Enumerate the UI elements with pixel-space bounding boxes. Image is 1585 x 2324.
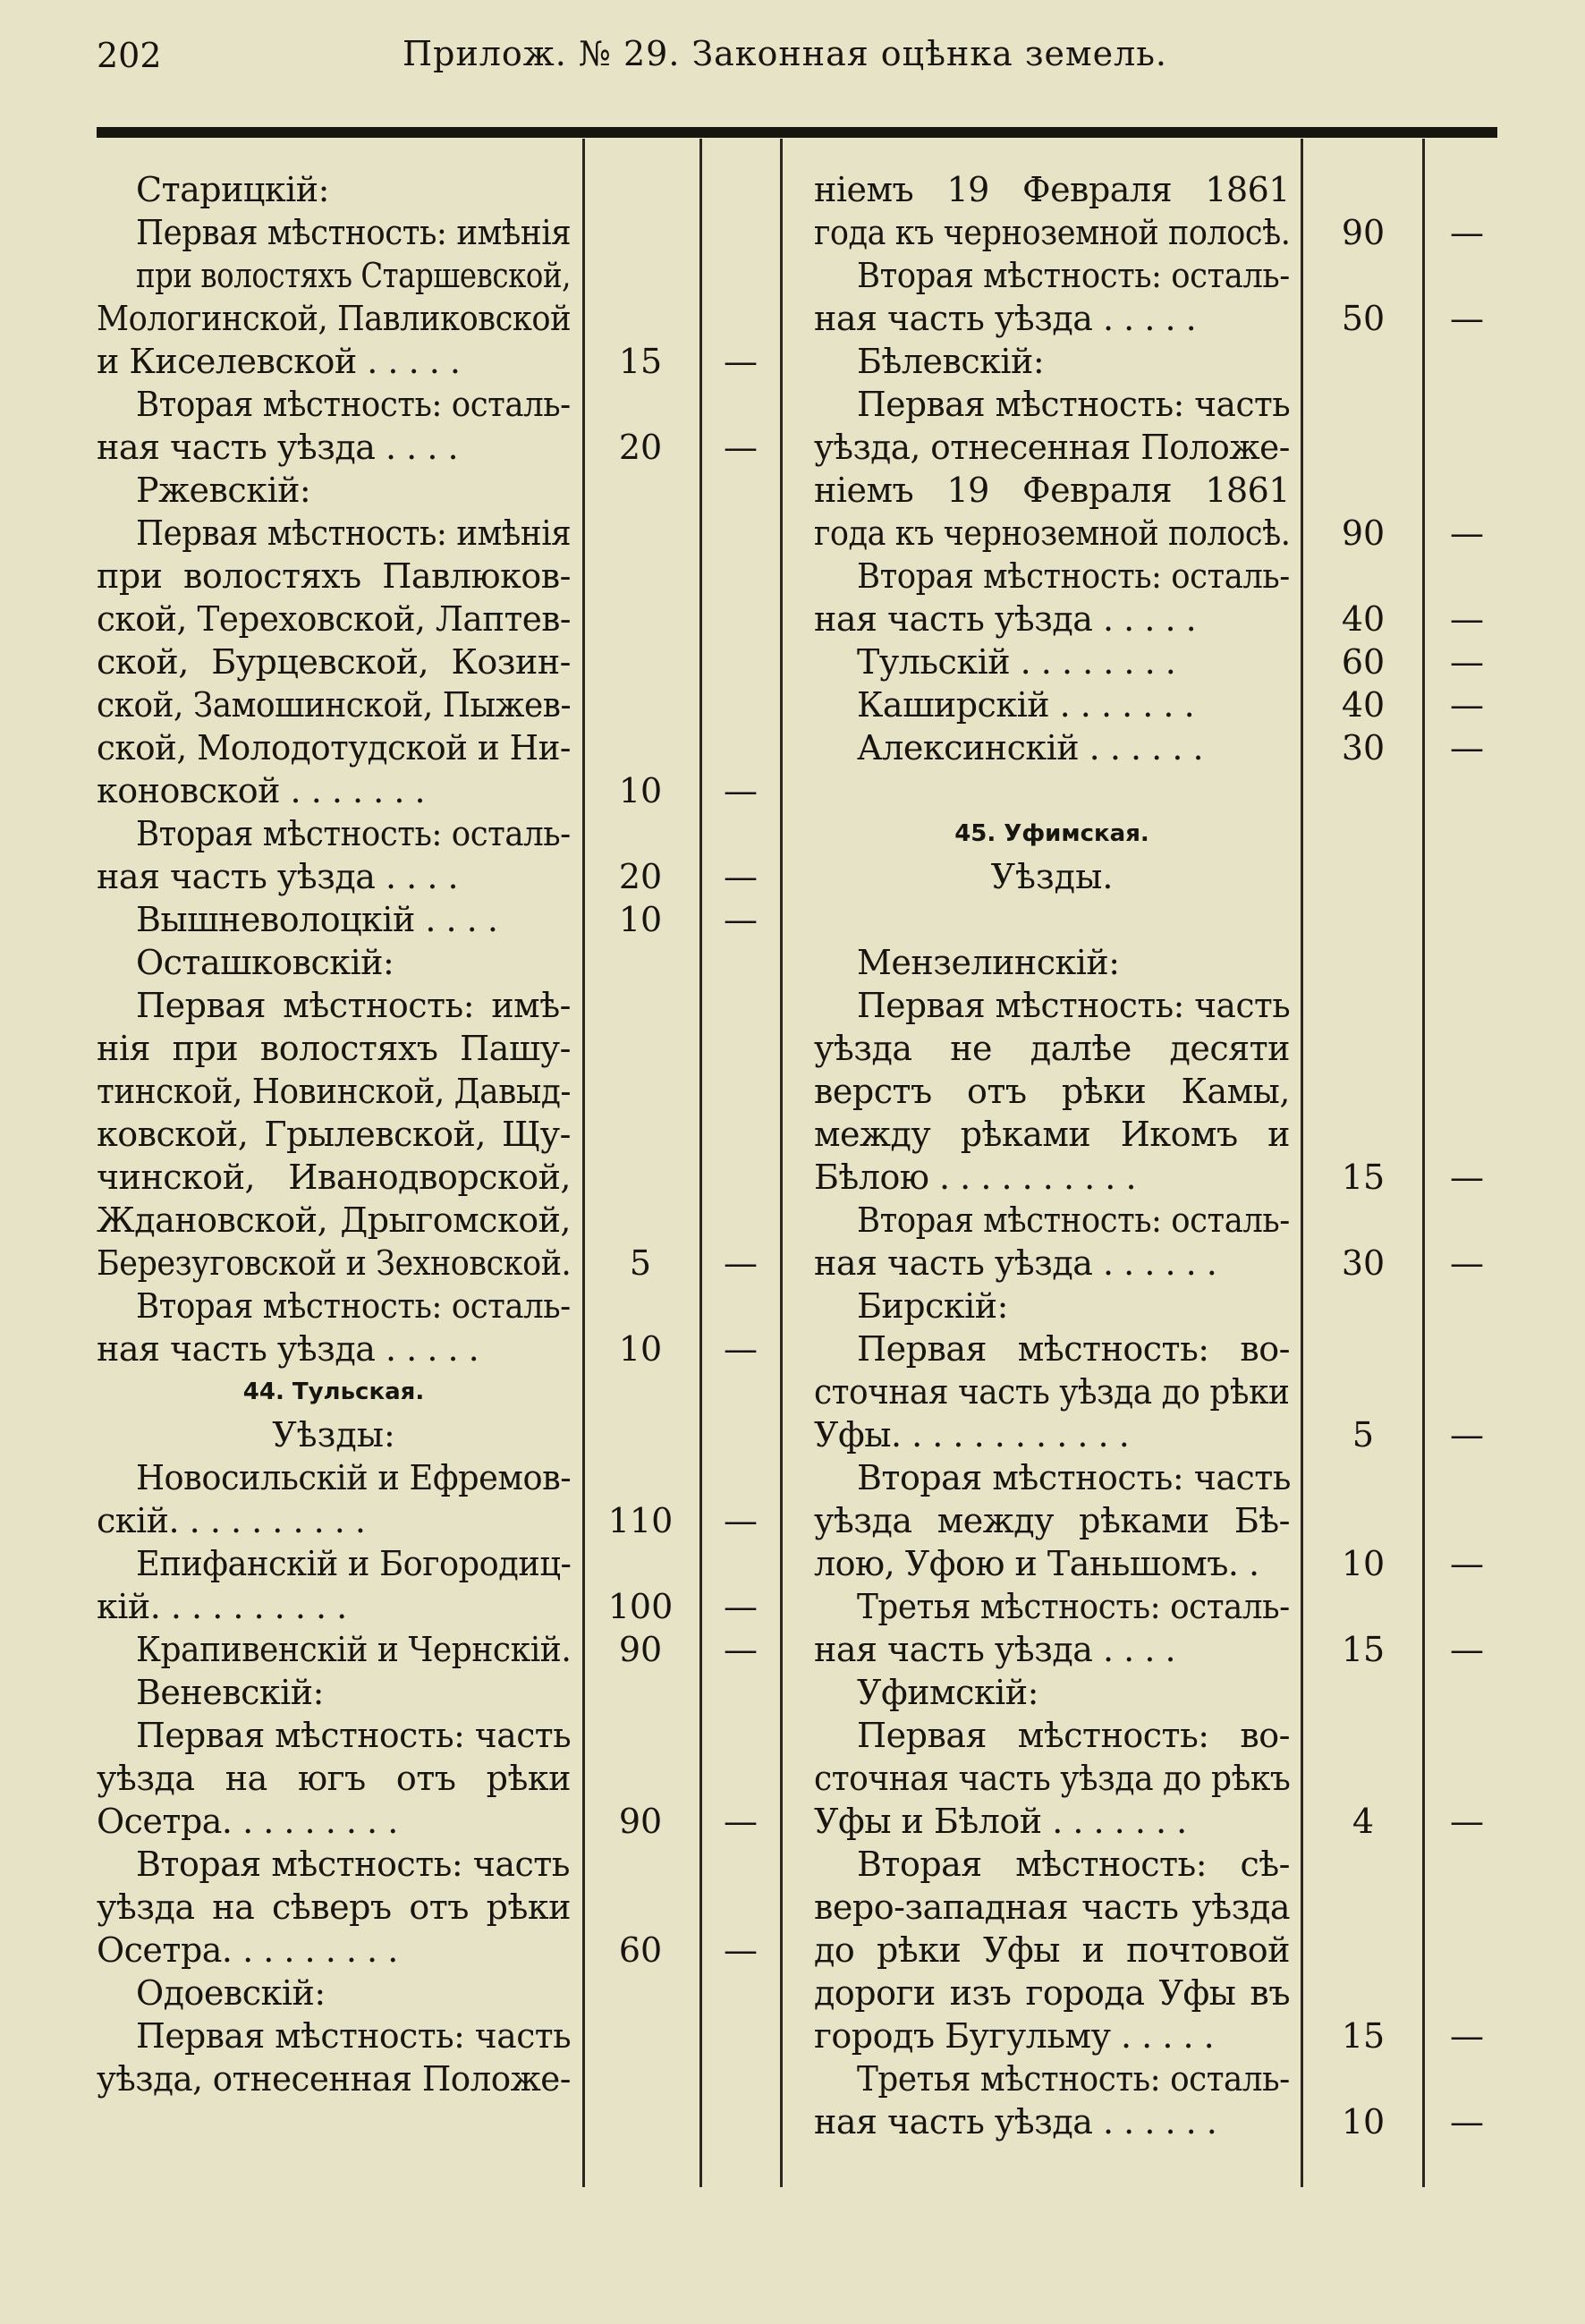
- assessment-value: 5: [1352, 1415, 1375, 1455]
- text-row: [97, 984, 571, 1027]
- entry-text: Вышневолоцкій . . . .: [136, 900, 498, 939]
- entry-text: Первая мѣстность: часть: [857, 385, 1291, 424]
- text-row: [814, 855, 1288, 898]
- text-row: [97, 1757, 571, 1800]
- entry-text: скій. . . . . . . . . .: [97, 1501, 366, 1540]
- text-row: [97, 1113, 571, 1156]
- entry-text: Первая мѣстность: часть: [136, 2016, 572, 2056]
- fraction-dash: —: [724, 428, 758, 467]
- text-row: [97, 683, 571, 726]
- text-row: [814, 168, 1288, 211]
- assessment-value: 50: [1341, 299, 1386, 338]
- column-divider-right-text: [1301, 139, 1303, 2187]
- entry-text: Бѣлевскій:: [857, 342, 1045, 381]
- text-row: [814, 1628, 1484, 1671]
- text-row: [814, 2100, 1484, 2143]
- text-row: [97, 1714, 571, 1757]
- entry-text: Уфимскій:: [857, 1673, 1038, 1712]
- text-row: [97, 1628, 758, 1671]
- assessment-value: 15: [618, 342, 663, 381]
- text-row: [814, 340, 1288, 383]
- fraction-dash: —: [1450, 642, 1484, 682]
- entry-text: кій. . . . . . . . . .: [97, 1587, 347, 1626]
- section-heading: 45. Уфимская.: [954, 820, 1149, 847]
- fraction-dash: —: [1450, 599, 1484, 639]
- entry-text: Первая мѣстность: имѣнія: [136, 513, 572, 553]
- fraction-dash: —: [1450, 2016, 1484, 2056]
- text-row: [97, 1972, 571, 2014]
- entry-text: Первая мѣстность: во-: [857, 1716, 1290, 1755]
- text-row: [97, 1370, 571, 1413]
- fraction-dash: —: [1450, 213, 1484, 252]
- entry-text: Уфы и Бѣлой . . . . . . .: [814, 1802, 1187, 1841]
- text-row: [814, 2014, 1484, 2057]
- entry-text: Вторая мѣстность: часть: [136, 1845, 570, 1884]
- text-row: [97, 855, 758, 898]
- fraction-dash: —: [1450, 2102, 1484, 2142]
- text-row: [814, 1585, 1288, 1628]
- assessment-value: 10: [618, 771, 663, 810]
- text-row: [814, 555, 1288, 598]
- entry-text: до рѣки Уфы и почтовой: [814, 1930, 1290, 1970]
- text-row: [97, 726, 571, 769]
- entry-text: Первая мѣстность: во-: [857, 1329, 1290, 1369]
- fraction-dash: —: [1450, 1802, 1484, 1841]
- fraction-dash: —: [724, 1243, 758, 1283]
- assessment-value: 30: [1341, 1243, 1386, 1283]
- entry-text: ской, Замошинской, Пыжев-: [97, 685, 571, 725]
- assessment-value: 40: [1341, 599, 1386, 639]
- text-row: [814, 512, 1484, 555]
- text-row: [814, 469, 1288, 512]
- text-row: [814, 1757, 1291, 1800]
- entry-text: тинской, Новинской, Давыд-: [97, 1072, 571, 1111]
- section-subheading: Уѣзды.: [990, 857, 1114, 896]
- text-row: [814, 1370, 1288, 1413]
- column-divider-left-text: [582, 139, 585, 2187]
- entry-text: Тульскій . . . . . . . .: [857, 642, 1176, 682]
- entry-text: Осетра. . . . . . . . .: [97, 1802, 398, 1841]
- entry-text: Вторая мѣстность: сѣ-: [857, 1845, 1290, 1884]
- entry-text: уѣзда, отнесенная Положе-: [814, 428, 1290, 467]
- text-row: [814, 1113, 1288, 1156]
- assessment-value: 4: [1352, 1802, 1375, 1841]
- text-row: [814, 1413, 1484, 1456]
- text-row: [97, 1285, 571, 1327]
- entry-text: Третья мѣстность: осталь-: [857, 2059, 1290, 2099]
- fraction-dash: —: [724, 1501, 758, 1540]
- text-row: [814, 726, 1484, 769]
- entry-text: веро-западная часть уѣзда: [814, 1887, 1290, 1927]
- assessment-value: 10: [1341, 2102, 1386, 2142]
- text-row: [814, 254, 1288, 297]
- fraction-dash: —: [724, 342, 758, 381]
- entry-text: сточная часть уѣзда до рѣкъ: [814, 1759, 1291, 1798]
- entry-text: ная часть уѣзда . . . . . .: [814, 1243, 1217, 1283]
- text-row: [97, 254, 571, 297]
- column-divider-right-value: [1422, 139, 1425, 2187]
- entry-text: ная часть уѣзда . . . .: [814, 1630, 1176, 1669]
- entry-text: ніемъ 19 Февраля 1861: [814, 170, 1290, 209]
- entry-text: верстъ отъ рѣки Камы,: [814, 1072, 1290, 1111]
- text-row: [814, 1156, 1484, 1199]
- entry-text: Вторая мѣстность: осталь-: [857, 556, 1290, 596]
- assessment-value: 60: [1341, 642, 1386, 682]
- entry-text: года къ черноземной полосѣ.: [814, 513, 1291, 553]
- entry-text: Мензелинскій:: [857, 943, 1120, 982]
- entry-text: Епифанскій и Богородиц-: [136, 1544, 572, 1583]
- fraction-dash: —: [1450, 1243, 1484, 1283]
- entry-text: Ждановской, Дрыгомской,: [97, 1200, 571, 1240]
- text-row: [97, 1242, 758, 1285]
- text-row: [814, 1843, 1288, 1886]
- entry-text: уѣзда между рѣками Бѣ-: [814, 1501, 1290, 1540]
- header-rule: [97, 127, 1497, 138]
- entry-text: при волостяхъ Павлюков-: [97, 556, 571, 596]
- text-row: [814, 769, 1288, 812]
- fraction-dash: —: [724, 1587, 758, 1626]
- entry-text: сточная часть уѣзда до рѣки: [814, 1372, 1290, 1412]
- text-row: [97, 1070, 571, 1113]
- entry-text: нія при волостяхъ Пашу-: [97, 1029, 571, 1068]
- entry-text: ная часть уѣзда . . . .: [97, 428, 459, 467]
- entry-text: Осташковскій:: [136, 943, 394, 982]
- entry-text: Березуговской и Зехновской.: [97, 1243, 572, 1283]
- text-row: [97, 168, 571, 211]
- fraction-dash: —: [1450, 513, 1484, 553]
- text-row: [97, 1886, 571, 1929]
- entry-text: ная часть уѣзда . . . . . .: [814, 2102, 1217, 2142]
- section-heading: 44. Тульская.: [242, 1378, 425, 1405]
- entry-text: лою, Уфою и Таньшомъ. .: [814, 1544, 1259, 1583]
- text-row: [814, 598, 1484, 640]
- text-row: [814, 1499, 1288, 1542]
- assessment-value: 100: [607, 1587, 674, 1626]
- assessment-value: 15: [1341, 2016, 1386, 2056]
- entry-text: года къ черноземной полосѣ.: [814, 213, 1291, 252]
- text-row: [97, 1843, 571, 1886]
- entry-text: при волостяхъ Старшевской,: [136, 256, 571, 295]
- text-row: [814, 1714, 1288, 1757]
- text-row: [814, 297, 1484, 340]
- entry-text: ная часть уѣзда . . . . .: [814, 299, 1197, 338]
- entry-text: между рѣками Икомъ и: [814, 1115, 1290, 1154]
- fraction-dash: —: [1450, 1630, 1484, 1669]
- text-row: [814, 1285, 1288, 1327]
- text-row: [814, 1327, 1288, 1370]
- text-row: [97, 898, 758, 941]
- entry-text: Первая мѣстность: часть: [136, 1716, 571, 1755]
- entry-text: Вторая мѣстность: часть: [857, 1458, 1291, 1497]
- assessment-value: 10: [1341, 1544, 1386, 1583]
- fraction-dash: —: [724, 771, 758, 810]
- text-row: [97, 211, 571, 254]
- entry-text: Каширскій . . . . . . .: [857, 685, 1195, 725]
- text-row: [97, 941, 571, 984]
- entry-text: уѣзда на югъ отъ рѣки: [97, 1759, 571, 1798]
- text-row: [814, 1972, 1288, 2014]
- assessment-value: 10: [618, 900, 663, 939]
- entry-text: Вторая мѣстность: осталь-: [857, 256, 1290, 295]
- text-row: [97, 512, 571, 555]
- fraction-dash: —: [724, 1930, 758, 1970]
- column-divider-left-value: [699, 139, 702, 2187]
- text-row: [814, 984, 1291, 1027]
- entry-text: Ржевскій:: [136, 471, 311, 510]
- text-row: [97, 1456, 571, 1499]
- fraction-dash: —: [1450, 299, 1484, 338]
- assessment-value: 15: [1341, 1630, 1386, 1669]
- assessment-value: 5: [629, 1243, 652, 1283]
- text-row: [814, 941, 1288, 984]
- section-subheading: Уѣзды:: [272, 1415, 395, 1455]
- text-row: [97, 1327, 758, 1370]
- fraction-dash: —: [724, 900, 758, 939]
- entry-text: Крапивенскій и Чернскій.: [136, 1630, 572, 1669]
- entry-text: уѣзда на сѣверъ отъ рѣки: [97, 1887, 571, 1927]
- entry-text: ской, Молодотудской и Ни-: [97, 728, 571, 768]
- text-row: [814, 426, 1288, 469]
- assessment-value: 90: [618, 1630, 663, 1669]
- fraction-dash: —: [724, 1329, 758, 1369]
- text-row: [97, 1156, 571, 1199]
- text-row: [814, 1542, 1484, 1585]
- entry-text: Вторая мѣстность: осталь-: [857, 1200, 1290, 1240]
- text-row: [97, 1929, 758, 1972]
- entry-text: Уфы. . . . . . . . . . . .: [814, 1415, 1130, 1455]
- entry-text: Первая мѣстность: часть: [857, 986, 1291, 1025]
- text-row: [97, 1585, 758, 1628]
- text-row: [97, 640, 571, 683]
- entry-text: чинской, Иванодворской,: [97, 1158, 571, 1197]
- entry-text: и Киселевской . . . . .: [97, 342, 461, 381]
- text-row: [814, 1242, 1484, 1285]
- text-row: [97, 1499, 758, 1542]
- entry-text: Вторая мѣстность: осталь-: [136, 1286, 571, 1326]
- fraction-dash: —: [1450, 1415, 1484, 1455]
- entry-text: Первая мѣстность: имѣнія: [136, 213, 572, 252]
- entry-text: Бѣлою . . . . . . . . . .: [814, 1158, 1137, 1197]
- text-row: [97, 1671, 571, 1714]
- left-column: [97, 168, 758, 2100]
- text-row: [97, 383, 571, 426]
- column-divider-center: [780, 139, 783, 2187]
- text-row: [97, 1413, 571, 1456]
- entry-text: ная часть уѣзда . . . . .: [814, 599, 1197, 639]
- fraction-dash: —: [724, 857, 758, 896]
- text-row: [97, 1027, 571, 1070]
- text-row: [97, 769, 758, 812]
- text-row: [814, 1671, 1288, 1714]
- text-row: [814, 1929, 1288, 1972]
- assessment-value: 90: [1341, 513, 1386, 553]
- assessment-value: 90: [1341, 213, 1386, 252]
- text-row: [97, 340, 758, 383]
- text-row: [97, 2057, 571, 2100]
- fraction-dash: —: [1450, 685, 1484, 725]
- fraction-dash: —: [1450, 1544, 1484, 1583]
- assessment-value: 30: [1341, 728, 1386, 768]
- text-row: [814, 640, 1484, 683]
- entry-text: ковской, Грылевской, Щу-: [97, 1115, 571, 1154]
- text-row: [814, 898, 1288, 941]
- text-row: [97, 426, 758, 469]
- text-row: [814, 1456, 1291, 1499]
- text-row: [97, 2014, 571, 2057]
- page-number: 202: [97, 36, 162, 75]
- text-row: [97, 469, 571, 512]
- entry-text: коновской . . . . . . .: [97, 771, 426, 810]
- text-row: [814, 1027, 1288, 1070]
- text-row: [97, 555, 571, 598]
- entry-text: Старицкій:: [136, 170, 329, 209]
- running-title: Прилож. № 29. Законная оцѣнка земель.: [403, 34, 1168, 73]
- fraction-dash: —: [724, 1630, 758, 1669]
- entry-text: уѣзда не далѣе десяти: [814, 1029, 1290, 1068]
- entry-text: ской, Тереховской, Лаптев-: [97, 599, 571, 639]
- assessment-value: 20: [618, 857, 663, 896]
- entry-text: Осетра. . . . . . . . .: [97, 1930, 398, 1970]
- assessment-value: 90: [618, 1802, 663, 1841]
- entry-text: Бирскій:: [857, 1286, 1008, 1326]
- entry-text: Новосильскій и Ефремов-: [136, 1458, 572, 1497]
- entry-text: Алексинскій . . . . . .: [857, 728, 1204, 768]
- entry-text: Одоевскій:: [136, 1973, 326, 2013]
- text-row: [97, 1800, 758, 1843]
- fraction-dash: —: [1450, 728, 1484, 768]
- entry-text: Мологинской, Павликовской: [97, 299, 572, 338]
- text-row: [814, 812, 1288, 855]
- text-row: [97, 1199, 571, 1242]
- entry-text: Веневскій:: [136, 1673, 324, 1712]
- text-row: [814, 1199, 1288, 1242]
- assessment-value: 60: [618, 1930, 663, 1970]
- entry-text: ная часть уѣзда . . . .: [97, 857, 459, 896]
- right-column: [814, 168, 1484, 2143]
- assessment-value: 40: [1341, 685, 1386, 725]
- text-row: [814, 383, 1291, 426]
- text-row: [814, 1070, 1288, 1113]
- entry-text: Вторая мѣстность: осталь-: [136, 385, 571, 424]
- entry-text: Третья мѣстность: осталь-: [857, 1587, 1290, 1626]
- entry-text: Вторая мѣстность: осталь-: [136, 814, 571, 853]
- text-row: [814, 683, 1484, 726]
- entry-text: городъ Бугульму . . . . .: [814, 2016, 1215, 2056]
- entry-text: ской, Бурцевской, Козин-: [97, 642, 571, 682]
- text-row: [97, 812, 571, 855]
- text-row: [97, 598, 571, 640]
- text-row: [814, 1886, 1288, 1929]
- text-row: [97, 297, 571, 340]
- text-row: [97, 1542, 571, 1585]
- assessment-value: 20: [618, 428, 663, 467]
- assessment-value: 110: [607, 1501, 674, 1540]
- entry-text: дороги изъ города Уфы въ: [814, 1973, 1290, 2013]
- assessment-value: 15: [1341, 1158, 1386, 1197]
- entry-text: ніемъ 19 Февраля 1861: [814, 471, 1290, 510]
- assessment-value: 10: [618, 1329, 663, 1369]
- text-row: [814, 211, 1484, 254]
- fraction-dash: —: [724, 1802, 758, 1841]
- entry-text: ная часть уѣзда . . . . .: [97, 1329, 479, 1369]
- fraction-dash: —: [1450, 1158, 1484, 1197]
- entry-text: Первая мѣстность: имѣ-: [136, 986, 571, 1025]
- text-row: [814, 1800, 1484, 1843]
- entry-text: уѣзда, отнесенная Положе-: [97, 2059, 571, 2099]
- text-row: [814, 2057, 1288, 2100]
